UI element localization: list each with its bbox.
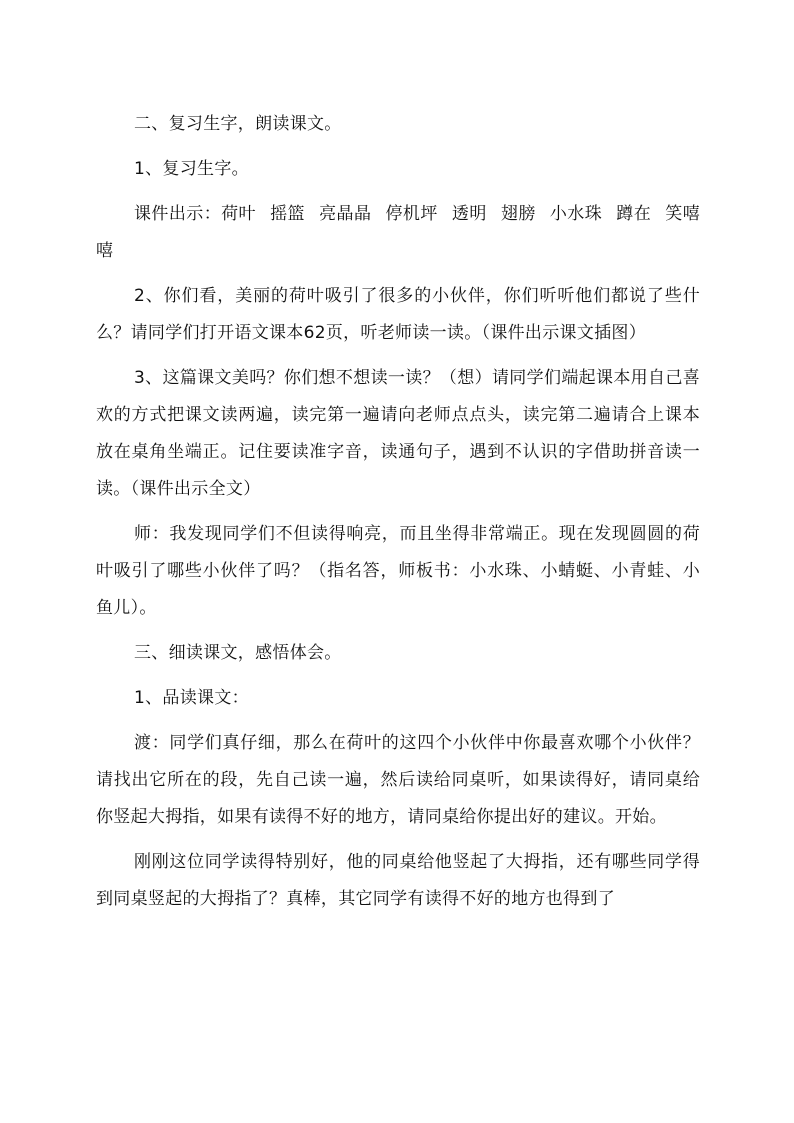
paragraph-teacher-praise: 师：我发现同学们不但读得响亮，而且坐得非常端正。现在发现圆圆的荷叶吸引了哪些小伙伴了吗？（指名答，师板书：小水珠、小蜻蜓、小青蛙、小鱼儿）。 (96, 524, 700, 618)
vocab-word: 蹲在 (616, 204, 652, 224)
vocab-word: 笑嘻嘻 (96, 204, 700, 261)
courseware-word-list (96, 196, 700, 270)
vocab-word: 停机坪 (385, 204, 438, 224)
paragraph-transition: 渡：同学们真仔细，那么在荷叶的这四个小伙伴中你最喜欢哪个小伙伴？请找出它所在的段，先自己读一遍，然后读给同桌听，如果读得好，请同桌给你竖起大拇指，如果有读得不好的地方，请同桌给你提出好的建议。开始。 (96, 733, 700, 827)
document-body (96, 106, 700, 926)
vocab-word: 荷叶 (221, 204, 256, 224)
courseware-label: 课件出示： (134, 204, 222, 224)
section-heading-close-reading: 三、细读课文，感悟体会。 (134, 643, 342, 663)
vocab-word: 亮晶晶 (318, 204, 372, 224)
paragraph-thumbs-up: 刚刚这位同学读得特别好，他的同桌给他竖起了大拇指，还有哪些同学得到同桌竖起的大拇指了？真棒，其它同学有读得不好的地方也得到了 (96, 852, 700, 909)
paragraph-lotus-friends: 2、你们看，美丽的荷叶吸引了很多的小伙伴，你们听听他们都说了些什么？请同学们打开语文课本62页，听老师读一读。（课件出示课文插图） (96, 286, 700, 343)
section-heading-review: 二、复习生字，朗读课文。 (134, 114, 342, 134)
vocab-word: 透明 (451, 204, 487, 224)
vocab-word: 小水珠 (549, 204, 603, 224)
vocab-word: 摇篮 (269, 204, 305, 224)
subheading-savor-text: 1、品读课文： (134, 688, 249, 708)
subheading-review-characters: 1、复习生字。 (134, 159, 249, 179)
paragraph-read-twice: 3、这篇课文美吗？你们想不想读一读？（想）请同学们端起课本用自己喜欢的方式把课文读两遍，读完第一遍请向老师点点头，读完第二遍请合上课本放在桌角坐端正。记住要读准字音，读通句子，遇到不认识的字借助拼音读一读。（课件出示全文） (96, 368, 700, 499)
vocab-word: 翅膀 (500, 204, 536, 224)
